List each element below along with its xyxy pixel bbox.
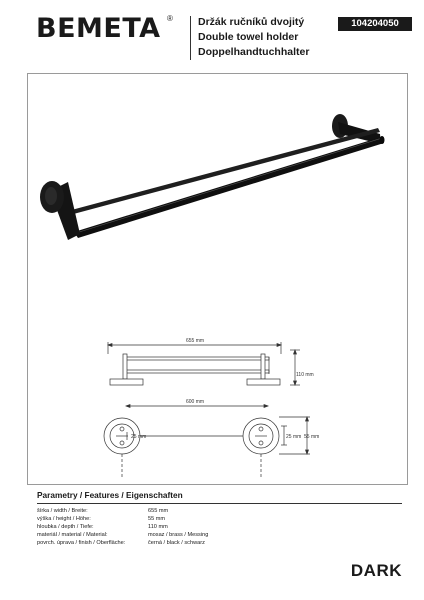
params-divider [37, 503, 402, 504]
param-row-depth [37, 523, 402, 531]
product-code: 104204050 [338, 17, 412, 31]
product-drawing [28, 74, 409, 486]
dim-total-width: 655 mm [185, 338, 205, 344]
param-value: 55 mm [148, 516, 166, 522]
header [0, 0, 424, 62]
variant-label: DARK [350, 561, 402, 580]
registered-mark: ® [167, 14, 173, 23]
title-cz: Držák ručníků dvojitý [198, 16, 305, 28]
product-frame [27, 73, 408, 485]
params-title: Parametry / Features / Eigenschaften [37, 490, 183, 500]
header-divider [190, 16, 191, 60]
param-row-width [37, 507, 402, 515]
dim-height: 110 mm [296, 372, 314, 378]
product-titles [198, 15, 309, 60]
front-bar [74, 137, 384, 238]
title-de: Doppelhandtuchhalter [198, 46, 310, 58]
dim-mount-spacing: 600 mm [185, 399, 205, 405]
param-value: 110 mm [148, 524, 168, 530]
param-label: hloubka / depth / Tiefe: [37, 524, 94, 530]
param-value: černá / black / schwarz [148, 540, 205, 546]
param-row-height [37, 515, 402, 523]
param-label: šírka / width / Breite: [37, 508, 88, 514]
rosette-view [104, 417, 310, 478]
product-image [40, 114, 385, 240]
dim-rosette-diameter: 55 mm [304, 434, 320, 440]
side-view [108, 342, 300, 408]
dim-rosette-small: 25 mm [286, 434, 302, 440]
param-value: mosaz / brass / Messing [148, 532, 209, 538]
param-label: povrch. úprava / finish / Oberfläche: [37, 540, 126, 546]
brand-logo: BEMETA [36, 13, 161, 44]
back-bar [64, 128, 380, 216]
params-section [27, 485, 408, 550]
param-label: materiál / material / Material: [37, 532, 108, 538]
param-value: 655 mm [148, 508, 169, 514]
param-label: výška / height / Höhe: [37, 516, 91, 522]
param-row-finish [37, 539, 402, 547]
param-row-material [37, 531, 402, 539]
dim-rosette-inner: 25 mm [131, 434, 147, 440]
title-en: Double towel holder [198, 31, 299, 43]
